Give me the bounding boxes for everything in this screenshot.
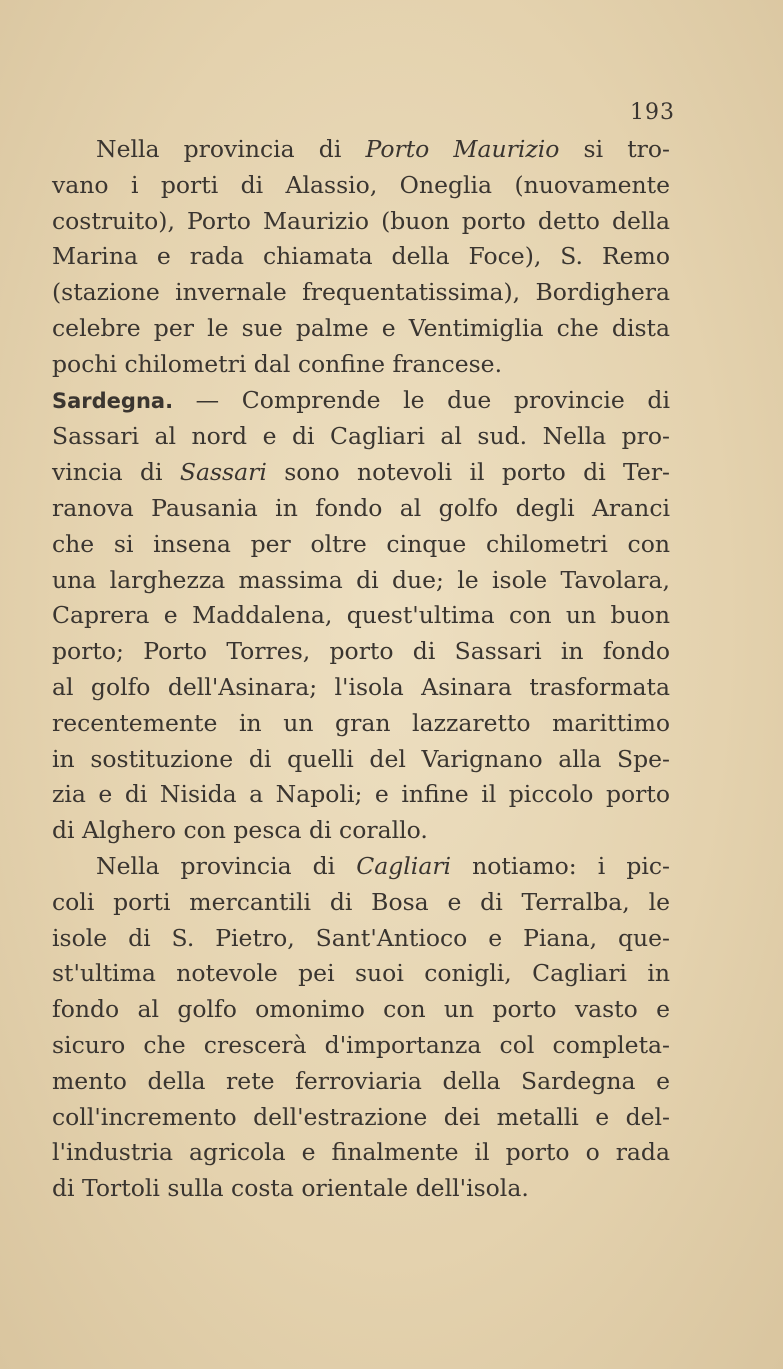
section-heading-sardegna: Sardegna. <box>52 388 174 413</box>
text-line: porto; Porto Torres, porto di Sassari in fondo <box>52 637 670 666</box>
text-line: Caprera e Maddalena, quest'ultima con un buon <box>52 601 670 630</box>
text-line: Marina e rada chiamata della Foce), S. Remo <box>52 242 670 271</box>
text-line: isole di S. Pietro, Sant'Antioco e Piana, que- <box>52 923 670 952</box>
text-line: ranova Pausania in fondo al golfo degli Aranci <box>52 493 670 522</box>
text-line: in sostituzione di quelli del Varignano alla Spe- <box>52 744 670 773</box>
text-line: l'industria agricola e finalmente il porto o rada <box>52 1138 670 1167</box>
text-line: coli porti mercantili di Bosa e di Terralba, le <box>52 887 670 916</box>
paragraph-porto-maurizio <box>52 132 670 383</box>
text-line: mento della rete ferroviaria della Sardegna e <box>52 1066 670 1095</box>
text-line: pochi chilometri dal confine francese. <box>52 349 503 378</box>
text-line: (stazione invernale frequentatissima), Bordighera <box>52 278 670 307</box>
place-name-emphasis: Cagliari <box>356 851 452 880</box>
paragraph-cagliari <box>52 849 670 1207</box>
text-line: st'ultima notevole pei suoi conigli, Cagliari in <box>52 959 670 988</box>
text-line: celebre per le sue palme e Ventimiglia che dista <box>52 313 670 342</box>
text-line: Sardegna. — Comprende le due provincie di <box>52 385 670 414</box>
text-line: che si insena per oltre cinque chilometri con <box>52 529 670 558</box>
page-number: 193 <box>630 100 675 125</box>
text-line: sicuro che crescerà d'importanza col completa- <box>52 1030 670 1059</box>
text-line: di Tortoli sulla costa orientale dell'isola. <box>52 1174 529 1203</box>
text-line: Sassari al nord e di Cagliari al sud. Nella pro- <box>52 422 670 451</box>
text-line: una larghezza massima di due; le isole Tavolara, <box>52 565 670 594</box>
text-line: vano i porti di Alassio, Oneglia (nuovamente <box>52 170 670 199</box>
text-line: di Alghero con pesca di corallo. <box>52 816 428 845</box>
place-name-emphasis: Porto Maurizio <box>365 135 560 163</box>
text-line: recentemente in un gran lazzaretto marittimo <box>52 708 670 737</box>
paragraph-sardegna <box>52 383 670 849</box>
text-line: al golfo dell'Asinara; l'isola Asinara trasformata <box>52 672 670 701</box>
text-line: zia e di Nisida a Napoli; e infine il piccolo porto <box>52 780 670 809</box>
text-line: Nella provincia di Cagliari notiamo: i pic- <box>96 851 670 880</box>
body-text <box>52 132 670 1207</box>
text-line: fondo al golfo omonimo con un porto vasto e <box>52 995 670 1024</box>
place-name-emphasis: Sassari <box>179 458 267 487</box>
text-line: vincia di Sassari sono notevoli il porto di Ter- <box>52 458 670 487</box>
text-line: Nella provincia di Porto Maurizio si tro- <box>96 135 670 163</box>
text-line: costruito), Porto Maurizio (buon porto detto della <box>52 206 670 235</box>
text-line: coll'incremento dell'estrazione dei metalli e del- <box>52 1102 670 1131</box>
